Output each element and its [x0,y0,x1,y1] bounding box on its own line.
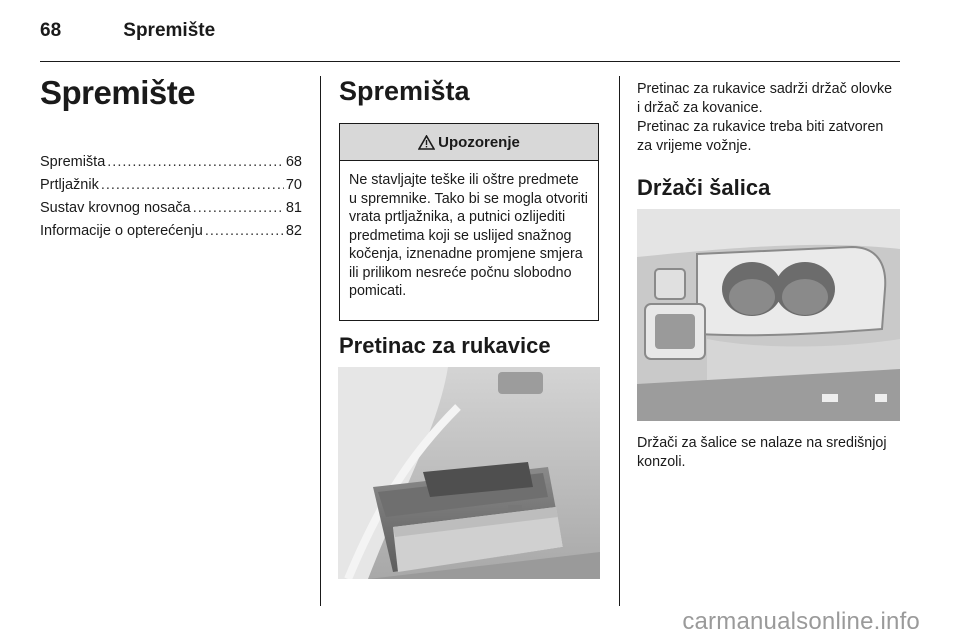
warning-heading [340,124,598,161]
toc-entry-label: Spremišta [40,154,106,170]
chapter-title: Spremište [40,74,196,111]
toc-entry[interactable] [40,220,302,243]
table-of-contents [40,151,302,243]
page-header [40,20,215,42]
toc-entry[interactable] [40,197,302,220]
toc-entry-label: Prtljažnik [40,177,99,193]
toc-entry[interactable] [40,151,302,174]
toc-entry-label: Sustav krovnog nosača [40,200,191,216]
warning-triangle-icon [418,135,435,150]
header-rule [40,61,900,62]
cupholder-title: Držači šalica [637,175,771,200]
warning-box [339,123,599,321]
watermark: carmanualsonline.info [682,608,920,635]
toc-entry-page: 70 [285,177,302,193]
glovebox-title: Pretinac za rukavice [339,333,551,358]
page-number: 68 [40,20,62,41]
glovebox-photo [338,367,600,579]
column-divider-2 [619,76,620,606]
toc-entry-page: 68 [285,154,302,170]
cupholder-photo [637,209,900,421]
warning-heading-label: Upozorenje [438,133,520,151]
toc-leader-dots [205,220,284,243]
toc-leader-dots [101,174,284,197]
column-divider-1 [320,76,321,606]
section-title: Spremišta [339,76,470,106]
toc-leader-dots [193,197,284,220]
toc-entry-label: Informacije o opterećenju [40,223,203,239]
warning-text: Ne stavljajte teške ili oštre predmete u spremnike. Tako bi se mogla otvoriti vrata prtljažnika, a putnici ozlijediti predmetima koji se uslijed snažnog kočenja, iznenadne promjene smjera ili prilikom nesreće počnu slobodno pomicati. [349,172,588,299]
toc-entry-page: 82 [285,223,302,239]
running-title: Spremište [123,20,216,41]
toc-leader-dots [107,151,284,174]
glovebox-closed-text: Pretinac za rukavice treba biti zatvoren za vrijeme vožnje. [637,119,884,154]
toc-entry[interactable] [40,174,302,197]
cupholder-location-text: Držači za šalice se nalaze na središnjoj konzoli. [637,435,887,470]
glovebox-contents-text: Pretinac za rukavice sadrži držač olovke i držač za kovanice. [637,81,893,116]
toc-entry-page: 81 [285,200,302,216]
